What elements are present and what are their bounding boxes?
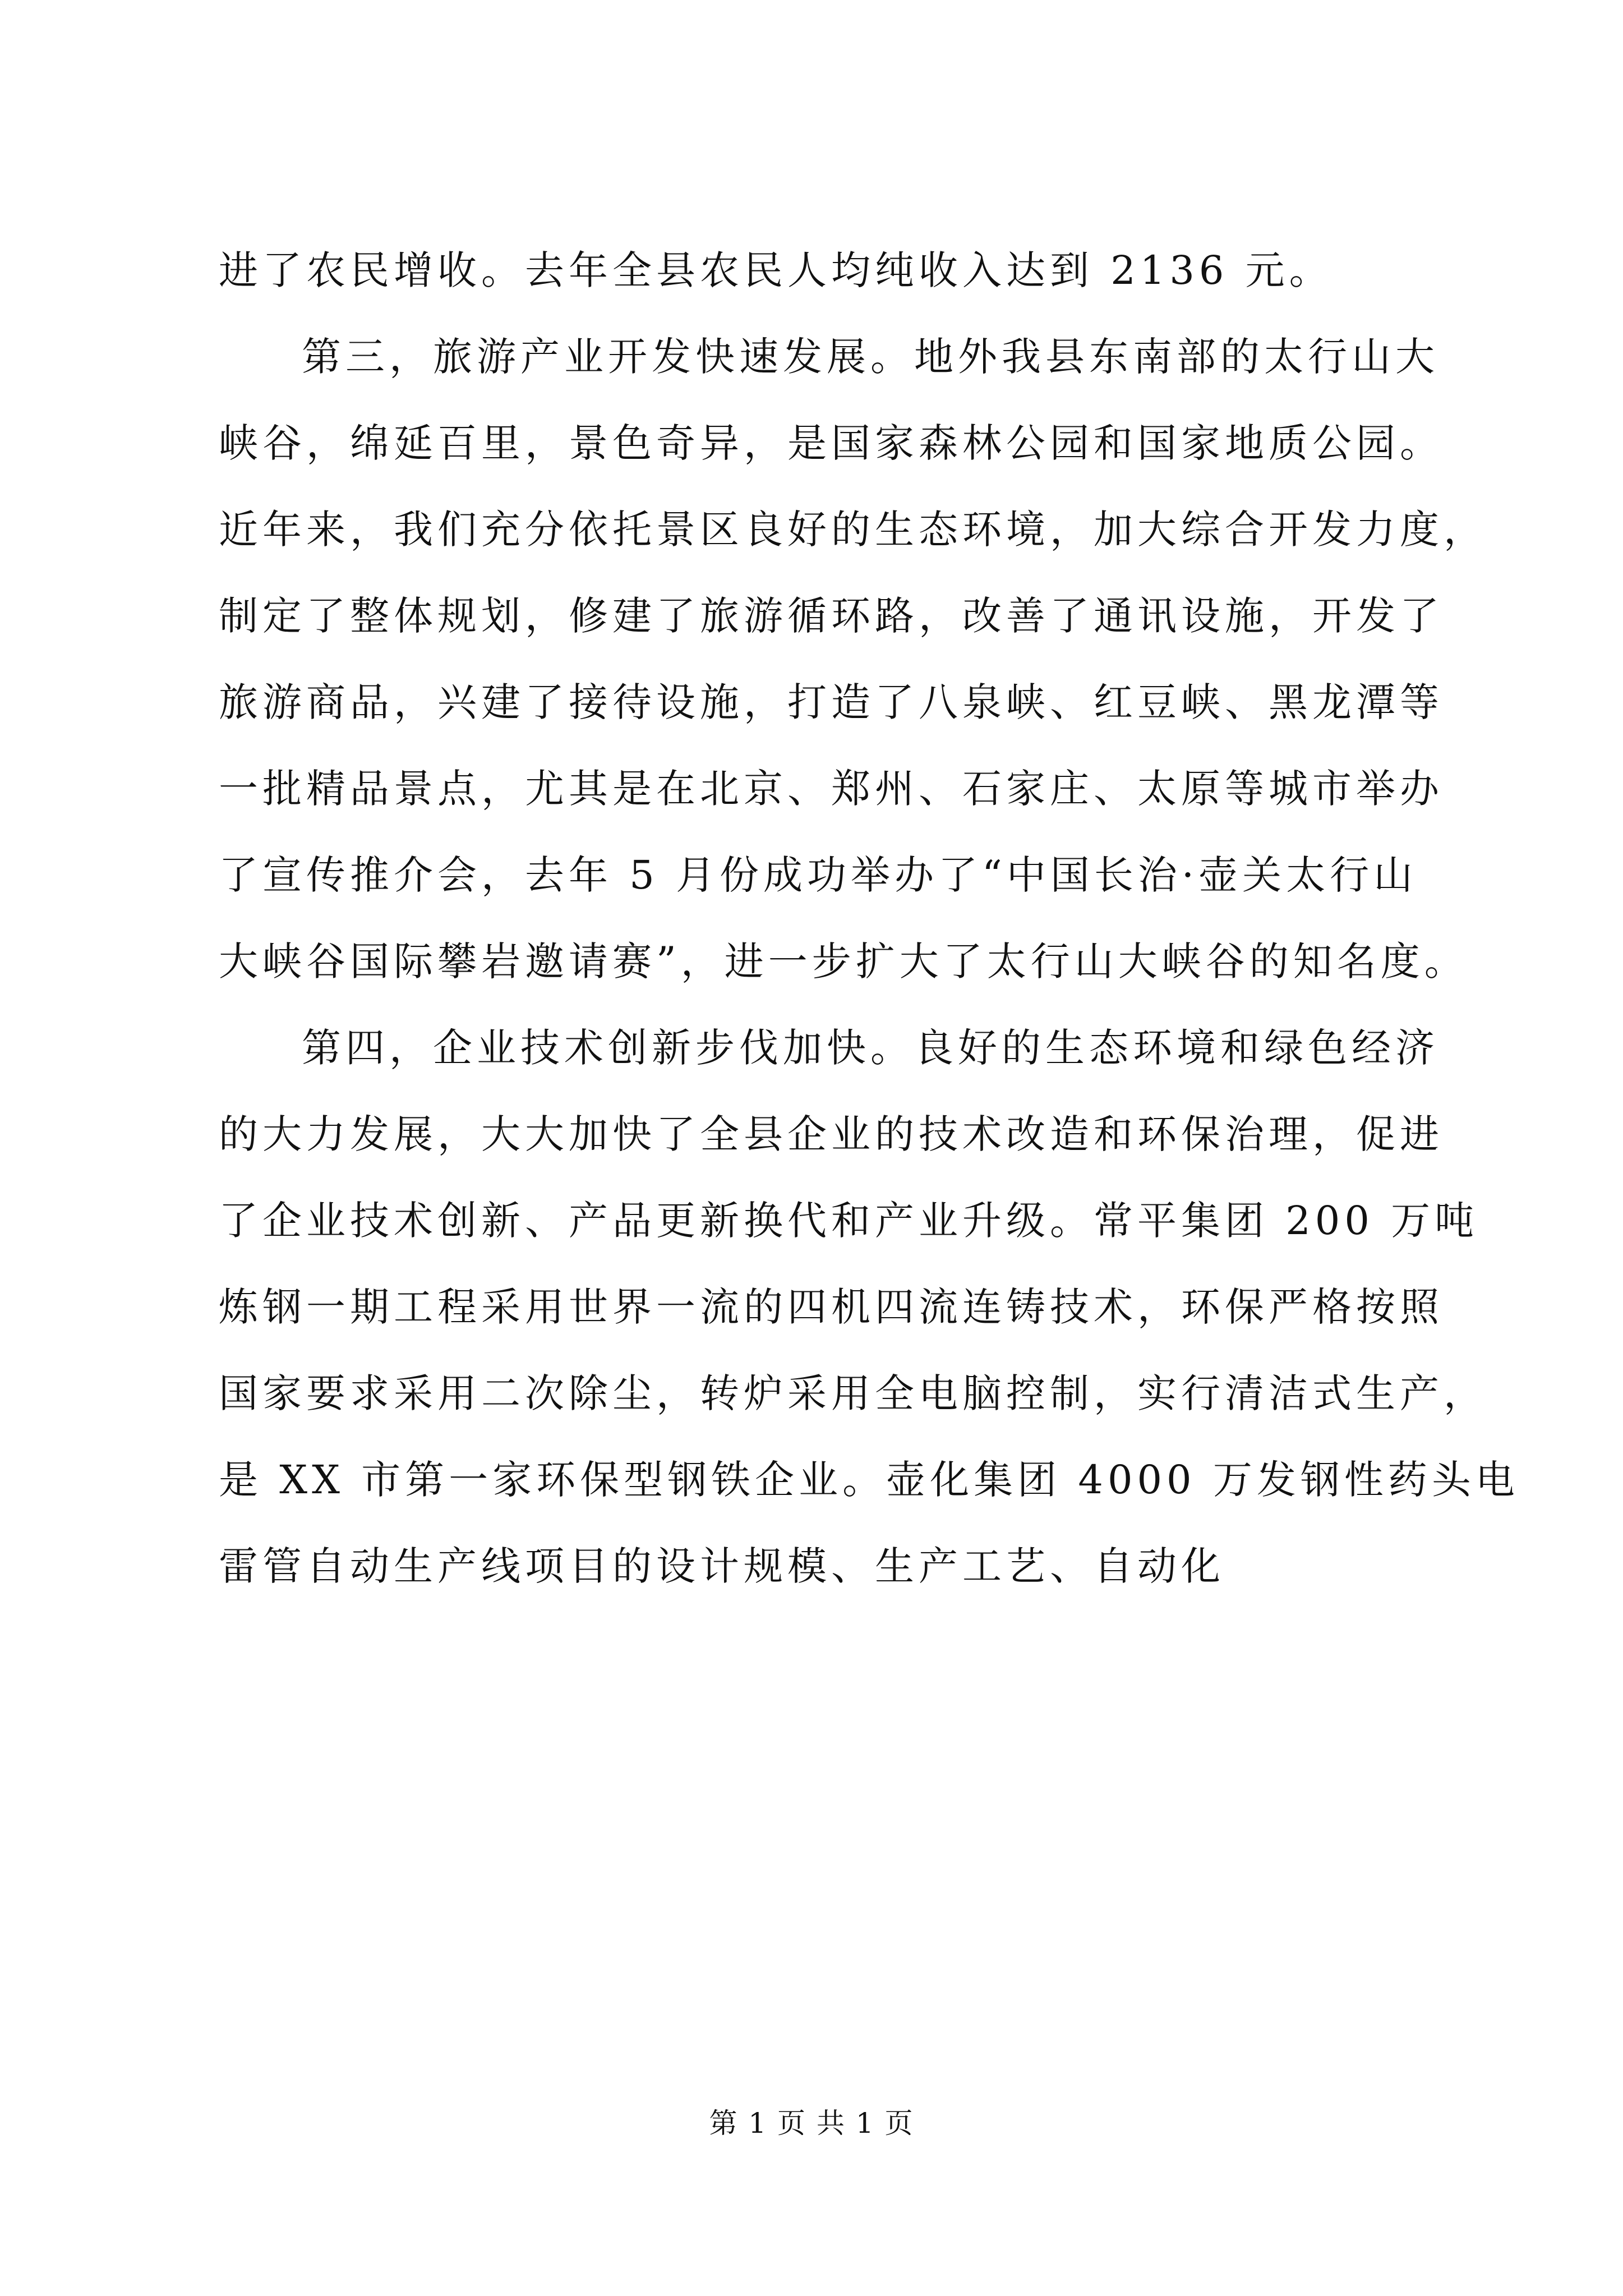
- text-line: 峡谷，绵延百里，景色奇异，是国家森林公园和国家地质公园。: [219, 420, 1444, 466]
- page-footer: 第 1 页 共 1 页: [709, 2107, 914, 2139]
- paragraph-start-line: 第三，旅游产业开发快速发展。地外我县东南部的太行山大: [302, 334, 1439, 380]
- paragraph-start-line: 第四，企业技术创新步伐加快。良好的生态环境和绿色经济: [302, 1025, 1439, 1071]
- text-line: 是 XX 市第一家环保型钢铁企业。壶化集团 4000 万发钢性药头电: [219, 1457, 1519, 1503]
- text-line: 制定了整体规划，修建了旅游循环路，改善了通讯设施，开发了: [219, 593, 1444, 639]
- text-line: 一批精品景点，尤其是在北京、郑州、石家庄、太原等城市举办: [219, 766, 1444, 812]
- text-line: 炼钢一期工程采用世界一流的四机四流连铸技术，环保严格按照: [219, 1284, 1444, 1330]
- body-text: [219, 227, 1519, 1609]
- text-line: 国家要求采用二次除尘，转炉采用全电脑控制，实行清洁式生产，: [219, 1370, 1487, 1416]
- text-line: 了宣传推介会，去年 5 月份成功举办了“中国长治·壶关太行山: [219, 852, 1418, 898]
- text-line: 了企业技术创新、产品更新换代和产业升级。常平集团 200 万吨: [219, 1198, 1479, 1244]
- text-line: 旅游商品，兴建了接待设施，打造了八泉峡、红豆峡、黑龙潭等: [219, 679, 1444, 725]
- text-line: 近年来，我们充分依托景区良好的生态环境，加大综合开发力度，: [219, 507, 1487, 553]
- text-line: 雷管自动生产线项目的设计规模、生产工艺、自动化: [219, 1543, 1225, 1589]
- text-line: 的大力发展，大大加快了全县企业的技术改造和环保治理，促进: [219, 1111, 1444, 1157]
- text-line: 进了农民增收。去年全县农民人均纯收入达到 2136 元。: [219, 247, 1333, 293]
- text-line: 大峡谷国际攀岩邀请赛”，进一步扩大了太行山大峡谷的知名度。: [219, 938, 1468, 984]
